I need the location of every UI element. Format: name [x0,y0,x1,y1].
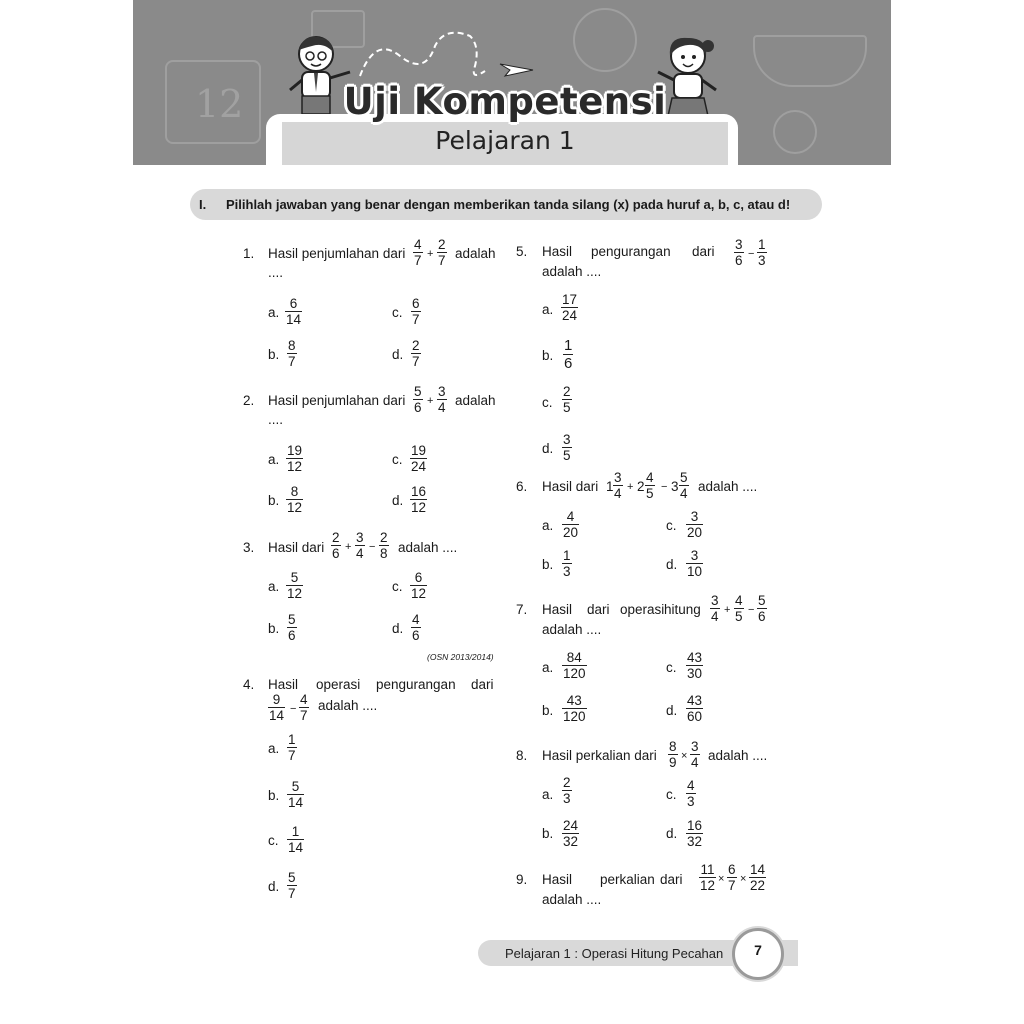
option-fraction[interactable]: $\frac{1}{6}$ [564,337,573,372]
option-label[interactable]: a. [268,741,280,756]
fraction: $\frac{11}{12}$ [700,862,716,893]
question-text: dari [471,677,494,692]
question-text: dari [587,602,610,617]
question-number: 2. [243,393,255,408]
question-number: 7. [516,602,528,617]
paper-plane-path-icon [355,26,535,86]
option-fraction[interactable]: $\frac{84}{120}$ [563,650,586,681]
question-text: Hasil [542,602,573,617]
question-text: Hasil dari [268,540,325,555]
option-fraction[interactable]: $\frac{3}{10}$ [687,548,703,579]
operator: × [681,750,688,762]
question-text: adalah .... [542,622,602,637]
option-label[interactable]: b. [542,703,554,718]
option-fraction[interactable]: $\frac{5}{7}$ [288,870,296,901]
question-text: adalah .... [398,540,458,555]
fraction: $\frac{4}{7}$ [414,237,422,268]
fraction: $\frac{2}{8}$ [380,530,388,561]
fraction: $\frac{5}{6}$ [758,593,766,624]
option-label[interactable]: a. [542,518,554,533]
lesson-subtitle: Pelajaran 1 [435,126,575,155]
option-fraction[interactable]: $\frac{8}{12}$ [287,484,303,515]
option-fraction[interactable]: $\frac{4}{6}$ [412,612,420,643]
question-number: 4. [243,677,255,692]
option-label[interactable]: a. [268,579,280,594]
option-fraction[interactable]: $\frac{4}{20}$ [563,509,579,540]
operator: − [661,481,668,493]
operator: − [369,541,376,553]
question-text: perkalian [600,872,655,887]
option-label[interactable]: b. [542,348,554,363]
fraction: $\frac{3}{4}$ [691,739,699,770]
option-label[interactable]: b. [268,621,280,636]
question-text: adalah .... [542,264,602,279]
question-number: 9. [516,872,528,887]
mixed-whole: 3 [671,479,679,494]
question-text: adalah .... [542,892,602,907]
operator: × [740,873,747,885]
book-doodle [753,35,867,87]
question-text: Hasil penjumlahan dari [268,246,406,261]
option-label[interactable]: c. [392,579,403,594]
option-fraction[interactable]: $\frac{3}{5}$ [563,432,571,463]
option-label[interactable]: d. [268,879,280,894]
option-fraction[interactable]: $\frac{5}{14}$ [288,779,304,810]
fraction: $\frac{2}{7}$ [438,237,446,268]
fraction: $\frac{9}{14}$ [269,692,285,723]
question-text: adalah [455,393,496,408]
operator: + [427,248,434,260]
question-number: 5. [516,244,528,259]
question-text: Hasil [542,872,573,887]
option-label[interactable]: c. [392,305,403,320]
question-text: adalah .... [698,479,758,494]
question-text: .... [268,265,284,280]
option-fraction[interactable]: $\frac{5}{6}$ [288,612,296,643]
option-label[interactable]: c. [666,660,677,675]
question-text: Hasil dari [542,479,599,494]
option-fraction[interactable]: $\frac{1}{14}$ [288,824,304,855]
fraction: $\frac{2}{6}$ [332,530,340,561]
mixed-whole: 2 [637,479,645,494]
option-fraction[interactable]: $\frac{19}{24}$ [411,443,427,474]
option-fraction[interactable]: $\frac{43}{120}$ [563,693,586,724]
question-text: pengurangan [376,677,456,692]
option-fraction[interactable]: $\frac{2}{5}$ [563,384,571,415]
fraction: $\frac{4}{7}$ [300,692,308,723]
question-text: pengurangan [591,244,671,259]
option-fraction[interactable]: $\frac{24}{32}$ [563,818,579,849]
operator: + [345,541,352,553]
question-text: Hasil [542,244,573,259]
operator: × [718,873,725,885]
option-label[interactable]: c. [268,833,279,848]
operator: + [627,481,634,493]
question-text: adalah [455,246,496,261]
question-text: hitung [664,602,701,617]
source-note: (OSN 2013/2014) [427,652,494,662]
option-fraction[interactable]: $\frac{16}{32}$ [687,818,703,849]
fraction: $\frac{3}{4}$ [356,530,364,561]
fraction: $\frac{3}{4}$ [614,470,622,501]
question-text: operasi [316,677,361,692]
fraction: $\frac{1}{3}$ [758,237,766,268]
fraction: $\frac{3}{6}$ [735,237,743,268]
option-label[interactable]: b. [542,826,554,841]
option-label[interactable]: a. [542,660,554,675]
option-label[interactable]: d. [666,826,678,841]
fraction: $\frac{4}{5}$ [646,470,654,501]
question-text: operasi [620,602,665,617]
option-label[interactable]: d. [392,493,404,508]
question-text: dari [692,244,715,259]
question-number: 6. [516,479,528,494]
fraction: $\frac{8}{9}$ [669,739,677,770]
question-text: dari [660,872,683,887]
section-number: I. [199,197,207,212]
operator: − [290,703,297,715]
option-fraction[interactable]: $\frac{3}{20}$ [687,509,703,540]
option-fraction[interactable]: $\frac{2}{3}$ [563,775,571,806]
option-fraction[interactable]: $\frac{19}{12}$ [287,443,303,474]
option-label[interactable]: d. [392,347,404,362]
option-label[interactable]: c. [542,395,553,410]
option-label[interactable]: d. [542,441,554,456]
question-text: Hasil [268,677,299,692]
option-label[interactable]: a. [542,787,554,802]
option-label[interactable]: b. [268,347,280,362]
option-label[interactable]: a. [542,302,554,317]
operator: − [748,248,755,260]
page-title: Uji Kompetensi [343,80,667,123]
option-label[interactable]: d. [666,703,678,718]
option-fraction[interactable]: $\frac{8}{7}$ [288,338,296,369]
mixed-whole: 1 [606,479,614,494]
operator: + [724,604,731,616]
option-fraction[interactable]: $\frac{6}{12}$ [411,570,427,601]
option-label[interactable]: d. [666,557,678,572]
question-text: Hasil penjumlahan dari [268,393,406,408]
option-label[interactable]: b. [268,493,280,508]
option-label[interactable]: b. [268,788,280,803]
fraction: $\frac{14}{22}$ [750,862,766,893]
option-fraction[interactable]: $\frac{1}{7}$ [288,732,296,763]
circle-doodle [573,8,637,72]
page-number: 7 [754,942,762,958]
calendar-doodle-number: 12 [195,82,244,126]
fraction: $\frac{3}{4}$ [711,593,719,624]
option-fraction[interactable]: $\frac{6}{14}$ [286,296,302,327]
option-fraction[interactable]: $\frac{16}{12}$ [411,484,427,515]
footer-chapter-title: Pelajaran 1 : Operasi Hitung Pecahan [505,946,724,961]
option-fraction[interactable]: $\frac{6}{7}$ [412,296,420,327]
question-number: 8. [516,748,528,763]
option-label[interactable]: a. [268,305,280,320]
question-text: adalah .... [318,698,378,713]
fraction: $\frac{4}{5}$ [735,593,743,624]
option-label[interactable]: c. [666,518,677,533]
option-fraction[interactable]: $\frac{1}{3}$ [563,548,571,579]
option-label[interactable]: c. [392,452,403,467]
operator: + [427,395,434,407]
question-number: 3. [243,540,255,555]
option-fraction[interactable]: $\frac{4}{3}$ [687,778,695,809]
operator: − [748,604,755,616]
question-text: adalah .... [708,748,768,763]
instruction-text: Pilihlah jawaban yang benar dengan memberikan tanda silang (x) pada huruf a, b, c, atau d! [226,197,791,212]
option-label[interactable]: d. [392,621,404,636]
option-label[interactable]: a. [268,452,280,467]
option-fraction[interactable]: $\frac{2}{7}$ [412,338,420,369]
question-text: .... [268,412,284,427]
fraction: $\frac{3}{4}$ [438,384,446,415]
option-fraction[interactable]: $\frac{43}{30}$ [687,650,703,681]
question-number: 1. [243,246,255,261]
option-fraction[interactable]: $\frac{17}{24}$ [562,292,578,323]
option-label[interactable]: c. [666,787,677,802]
fraction: $\frac{5}{4}$ [680,470,688,501]
option-fraction[interactable]: $\frac{5}{12}$ [287,570,303,601]
fraction: $\frac{6}{7}$ [728,862,736,893]
question-text: Hasil perkalian dari [542,748,657,763]
globe-doodle [773,110,817,154]
option-fraction[interactable]: $\frac{43}{60}$ [687,693,703,724]
option-label[interactable]: b. [542,557,554,572]
fraction: $\frac{5}{6}$ [414,384,422,415]
